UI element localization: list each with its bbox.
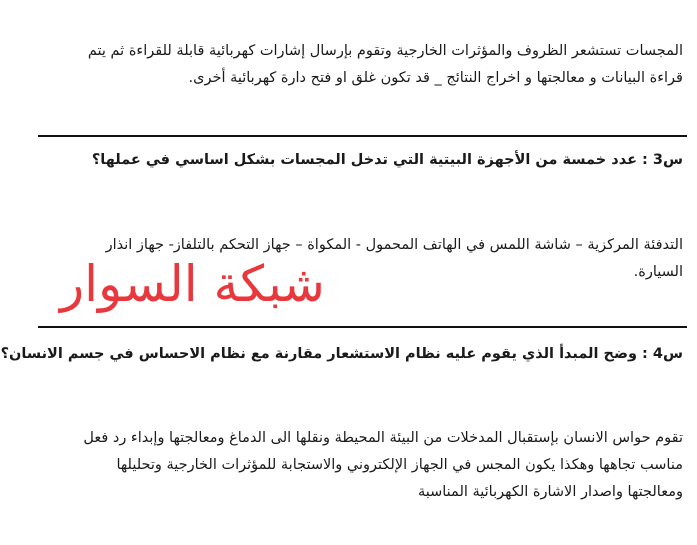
intro-line-1: المجسات تستشعر الظروف والمؤثرات الخارجية وتقوم بإرسال إشارات كهربائية قابلة للقراءة ثم يتم	[87, 43, 683, 59]
answer-4-line-3: ومعالجتها واصدار الاشارة الكهربائية المناسبة	[417, 484, 683, 500]
intro-line-2: قراءة البيانات و معالجتها و اخراج النتائج _ قد تكون غلق او فتح دارة كهربائية أخرى.	[188, 70, 683, 86]
answer-3-line-1: التدفئة المركزية – شاشة اللمس في الهاتف المحمول - المكواة – جهاز التحكم بالتلفاز- جهاز انذار	[105, 237, 683, 253]
watermark-logo: شبكة السوار	[60, 255, 325, 313]
section-divider-2	[38, 326, 687, 328]
section-divider-1	[38, 135, 687, 137]
answer-4-line-1: تقوم حواس الانسان بإستقبال المدخلات من البيئة المحيطة ونقلها الى الدماغ ومعالجتها وإبداء رد فعل	[83, 430, 683, 446]
answer-4	[83, 425, 683, 506]
question-4: س4 : وضح المبدأ الذي يقوم عليه نظام الاستشعار مقارنة مع نظام الاحساس في جسم الانسان؟	[0, 346, 683, 362]
intro-paragraph	[88, 38, 683, 92]
answer-3-line-2: السيارة.	[633, 264, 683, 280]
question-3: س3 : عدد خمسة من الأجهزة البيتية التي تدخل المجسات بشكل اساسي في عملها؟	[91, 152, 683, 168]
answer-4-line-2: مناسب تجاهها وهكذا يكون المجس في الجهاز الإلكتروني والاستجابة للمؤثرات الخارجية وتحليلها	[116, 457, 683, 473]
